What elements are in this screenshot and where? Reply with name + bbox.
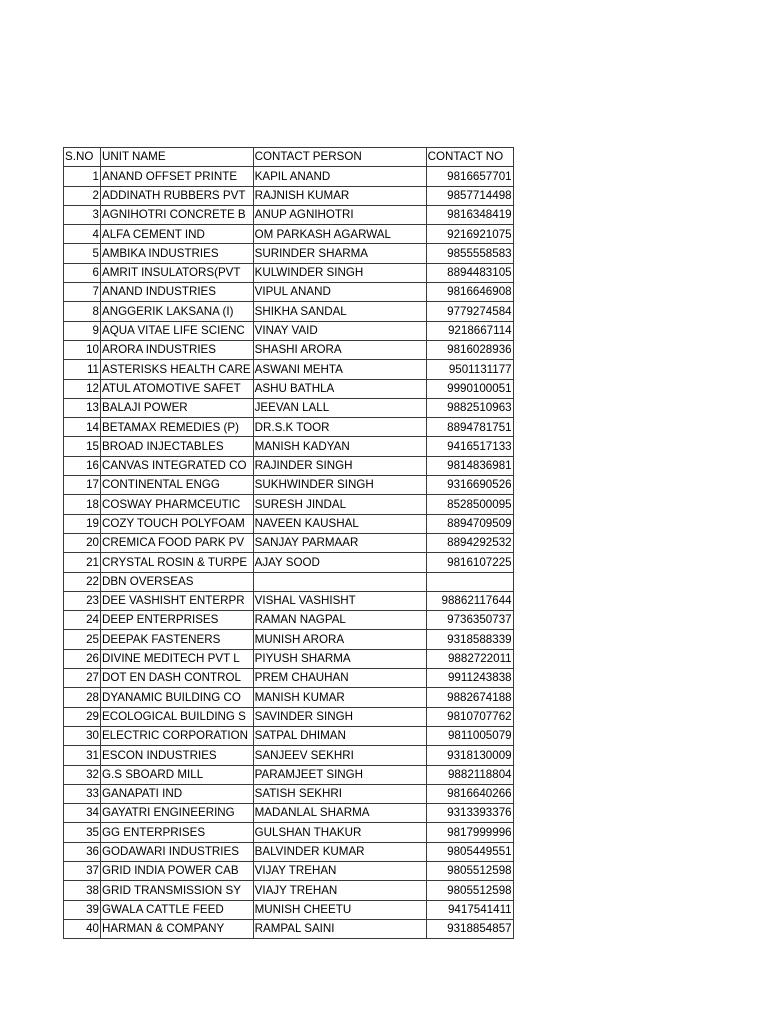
table-row <box>64 572 514 591</box>
cell-contact-person[interactable] <box>253 572 426 591</box>
table-row <box>64 630 514 649</box>
cell-contact-person[interactable]: ASHU BATHLA <box>253 379 426 398</box>
cell-unit-name[interactable]: ANGGERIK LAKSANA (I) <box>101 302 254 321</box>
cell-contact-person[interactable]: RAMAN NAGPAL <box>253 611 426 630</box>
cell-unit-name[interactable]: GRID TRANSMISSION SY <box>101 881 254 900</box>
cell-unit-name[interactable]: DIVINE MEDITECH PVT L <box>101 649 254 668</box>
cell-sno[interactable]: 36 <box>64 842 101 861</box>
table-row <box>64 476 514 495</box>
cell-sno[interactable]: 11 <box>64 360 101 379</box>
cell-contact-no[interactable]: 9882118804 <box>426 765 513 784</box>
cell-unit-name[interactable]: BROAD INJECTABLES <box>101 437 254 456</box>
cell-contact-no[interactable]: 9810707762 <box>426 707 513 726</box>
table-row <box>64 823 514 842</box>
cell-contact-person[interactable]: MANISH KADYAN <box>253 437 426 456</box>
cell-sno[interactable]: 25 <box>64 630 101 649</box>
cell-unit-name[interactable]: GANAPATI IND <box>101 784 254 803</box>
table-row <box>64 398 514 417</box>
cell-unit-name[interactable]: AMBIKA INDUSTRIES <box>101 244 254 263</box>
table-row <box>64 707 514 726</box>
cell-contact-no[interactable]: 9501131177 <box>426 360 513 379</box>
cell-contact-no[interactable]: 9318854857 <box>426 919 513 938</box>
cell-contact-person[interactable]: PIYUSH SHARMA <box>253 649 426 668</box>
cell-contact-person[interactable]: VISHAL VASHISHT <box>253 591 426 610</box>
cell-unit-name[interactable]: ESCON INDUSTRIES <box>101 746 254 765</box>
cell-unit-name[interactable]: ALFA CEMENT IND <box>101 225 254 244</box>
cell-unit-name[interactable]: CONTINENTAL ENGG <box>101 476 254 495</box>
table-row <box>64 456 514 475</box>
table-row <box>64 881 514 900</box>
cell-unit-name[interactable]: DBN OVERSEAS <box>101 572 254 591</box>
cell-unit-name[interactable]: HARMAN & COMPANY <box>101 919 254 938</box>
cell-contact-no[interactable]: 9816028936 <box>426 340 513 359</box>
cell-unit-name[interactable]: ADDINATH RUBBERS PVT <box>101 186 254 205</box>
cell-contact-no[interactable]: 9218667114 <box>426 321 513 340</box>
cell-contact-person[interactable]: VIPUL ANAND <box>253 283 426 302</box>
header-contact-person[interactable]: CONTACT PERSON <box>253 148 426 167</box>
cell-sno[interactable]: 2 <box>64 186 101 205</box>
cell-contact-no[interactable]: 8894709509 <box>426 514 513 533</box>
cell-contact-no[interactable]: 9882674188 <box>426 688 513 707</box>
table-row <box>64 669 514 688</box>
cell-contact-person[interactable]: SHIKHA SANDAL <box>253 302 426 321</box>
cell-unit-name[interactable]: CANVAS INTEGRATED CO <box>101 456 254 475</box>
cell-contact-person[interactable]: MANISH KUMAR <box>253 688 426 707</box>
cell-contact-person[interactable]: SURESH JINDAL <box>253 495 426 514</box>
cell-contact-no[interactable]: 9814836981 <box>426 456 513 475</box>
cell-unit-name[interactable]: ELECTRIC CORPORATION <box>101 726 254 745</box>
table-row <box>64 919 514 938</box>
cell-contact-person[interactable]: SATPAL DHIMAN <box>253 726 426 745</box>
cell-sno[interactable]: 15 <box>64 437 101 456</box>
cell-sno[interactable]: 1 <box>64 167 101 186</box>
cell-sno[interactable]: 17 <box>64 476 101 495</box>
table-row <box>64 611 514 630</box>
cell-unit-name[interactable]: DYANAMIC BUILDING CO <box>101 688 254 707</box>
cell-sno[interactable]: 34 <box>64 804 101 823</box>
table-row <box>64 437 514 456</box>
cell-unit-name[interactable]: AQUA VITAE LIFE SCIENC <box>101 321 254 340</box>
table-row <box>64 746 514 765</box>
cell-sno[interactable]: 35 <box>64 823 101 842</box>
table-row <box>64 649 514 668</box>
header-row <box>64 148 514 167</box>
cell-contact-no[interactable]: 9816646908 <box>426 283 513 302</box>
table-row <box>64 553 514 572</box>
table-row <box>64 321 514 340</box>
cell-contact-no[interactable] <box>426 572 513 591</box>
cell-contact-person[interactable]: JEEVAN LALL <box>253 398 426 417</box>
table-row <box>64 726 514 745</box>
cell-contact-no[interactable]: 9817999996 <box>426 823 513 842</box>
cell-sno[interactable]: 26 <box>64 649 101 668</box>
table-row <box>64 186 514 205</box>
cell-contact-person[interactable]: PARAMJEET SINGH <box>253 765 426 784</box>
table-row <box>64 861 514 880</box>
cell-contact-no[interactable]: 9816657701 <box>426 167 513 186</box>
table-row <box>64 340 514 359</box>
cell-contact-person[interactable]: SHASHI ARORA <box>253 340 426 359</box>
cell-unit-name[interactable]: G.S SBOARD MILL <box>101 765 254 784</box>
cell-contact-no[interactable]: 9882510963 <box>426 398 513 417</box>
cell-unit-name[interactable]: DOT EN DASH CONTROL <box>101 669 254 688</box>
cell-unit-name[interactable]: ATUL ATOMOTIVE SAFET <box>101 379 254 398</box>
cell-contact-person[interactable]: BALVINDER KUMAR <box>253 842 426 861</box>
cell-sno[interactable]: 19 <box>64 514 101 533</box>
cell-contact-person[interactable]: OM PARKASH AGARWAL <box>253 225 426 244</box>
cell-contact-no[interactable]: 9316690526 <box>426 476 513 495</box>
table-row <box>64 167 514 186</box>
table-row <box>64 360 514 379</box>
cell-contact-person[interactable]: KAPIL ANAND <box>253 167 426 186</box>
cell-contact-person[interactable]: RAJNISH KUMAR <box>253 186 426 205</box>
cell-contact-no[interactable]: 8894483105 <box>426 263 513 282</box>
table-row <box>64 495 514 514</box>
table-row <box>64 302 514 321</box>
cell-unit-name[interactable]: CREMICA FOOD PARK PV <box>101 533 254 552</box>
cell-unit-name[interactable]: DEEP ENTERPRISES <box>101 611 254 630</box>
cell-unit-name[interactable]: GRID INDIA POWER CAB <box>101 861 254 880</box>
cell-contact-no[interactable]: 9857714498 <box>426 186 513 205</box>
cell-contact-person[interactable]: GULSHAN THAKUR <box>253 823 426 842</box>
cell-unit-name[interactable]: CRYSTAL ROSIN & TURPE <box>101 553 254 572</box>
contact-table <box>63 147 514 939</box>
table-row <box>64 842 514 861</box>
cell-contact-person[interactable]: AJAY SOOD <box>253 553 426 572</box>
cell-sno[interactable]: 12 <box>64 379 101 398</box>
cell-contact-no[interactable]: 8894781751 <box>426 418 513 437</box>
cell-sno[interactable]: 16 <box>64 456 101 475</box>
cell-contact-person[interactable]: SUKHWINDER SINGH <box>253 476 426 495</box>
table-body <box>64 167 514 939</box>
cell-contact-no[interactable]: 9811005079 <box>426 726 513 745</box>
cell-contact-no[interactable]: 8528500095 <box>426 495 513 514</box>
cell-sno[interactable]: 30 <box>64 726 101 745</box>
cell-sno[interactable]: 31 <box>64 746 101 765</box>
cell-sno[interactable]: 5 <box>64 244 101 263</box>
cell-contact-no[interactable]: 9911243838 <box>426 669 513 688</box>
table-row <box>64 514 514 533</box>
cell-unit-name[interactable]: AMRIT INSULATORS(PVT <box>101 263 254 282</box>
cell-unit-name[interactable]: ECOLOGICAL BUILDING S <box>101 707 254 726</box>
cell-sno[interactable]: 37 <box>64 861 101 880</box>
cell-contact-person[interactable]: SANJEEV SEKHRI <box>253 746 426 765</box>
cell-unit-name[interactable]: GG ENTERPRISES <box>101 823 254 842</box>
cell-sno[interactable]: 28 <box>64 688 101 707</box>
cell-unit-name[interactable]: DEE VASHISHT ENTERPR <box>101 591 254 610</box>
cell-contact-no[interactable]: 9313393376 <box>426 804 513 823</box>
table-row <box>64 379 514 398</box>
cell-sno[interactable]: 14 <box>64 418 101 437</box>
cell-unit-name[interactable]: COZY TOUCH POLYFOAM <box>101 514 254 533</box>
cell-contact-person[interactable]: SAVINDER SINGH <box>253 707 426 726</box>
header-contact-no[interactable]: CONTACT NO <box>426 148 513 167</box>
cell-contact-person[interactable]: VIAJY TREHAN <box>253 881 426 900</box>
cell-sno[interactable]: 13 <box>64 398 101 417</box>
cell-sno[interactable]: 10 <box>64 340 101 359</box>
cell-contact-no[interactable]: 8894292532 <box>426 533 513 552</box>
cell-unit-name[interactable]: COSWAY PHARMCEUTIC <box>101 495 254 514</box>
cell-contact-person[interactable]: ANUP AGNIHOTRI <box>253 205 426 224</box>
cell-unit-name[interactable]: ARORA INDUSTRIES <box>101 340 254 359</box>
cell-contact-no[interactable]: 9805449551 <box>426 842 513 861</box>
cell-contact-person[interactable]: ASWANI MEHTA <box>253 360 426 379</box>
cell-contact-person[interactable]: VIJAY TREHAN <box>253 861 426 880</box>
cell-sno[interactable]: 6 <box>64 263 101 282</box>
cell-sno[interactable]: 22 <box>64 572 101 591</box>
cell-contact-person[interactable]: KULWINDER SINGH <box>253 263 426 282</box>
cell-sno[interactable]: 33 <box>64 784 101 803</box>
cell-unit-name[interactable]: GWALA CATTLE FEED <box>101 900 254 919</box>
table-row <box>64 804 514 823</box>
cell-contact-no[interactable]: 9318588339 <box>426 630 513 649</box>
cell-contact-no[interactable]: 9855558583 <box>426 244 513 263</box>
cell-unit-name[interactable]: DEEPAK FASTENERS <box>101 630 254 649</box>
cell-contact-person[interactable]: SANJAY PARMAAR <box>253 533 426 552</box>
table-row <box>64 225 514 244</box>
cell-contact-person[interactable]: VINAY VAID <box>253 321 426 340</box>
cell-contact-person[interactable]: RAJINDER SINGH <box>253 456 426 475</box>
cell-contact-person[interactable]: DR.S.K TOOR <box>253 418 426 437</box>
header-sno[interactable]: S.NO <box>64 148 101 167</box>
cell-unit-name[interactable]: ANAND INDUSTRIES <box>101 283 254 302</box>
table-row <box>64 244 514 263</box>
cell-sno[interactable]: 7 <box>64 283 101 302</box>
table-row <box>64 765 514 784</box>
cell-contact-person[interactable]: MUNISH ARORA <box>253 630 426 649</box>
cell-contact-person[interactable]: PREM CHAUHAN <box>253 669 426 688</box>
cell-unit-name[interactable]: BETAMAX REMEDIES (P) <box>101 418 254 437</box>
cell-contact-no[interactable]: 9882722011 <box>426 649 513 668</box>
cell-unit-name[interactable]: GAYATRI ENGINEERING <box>101 804 254 823</box>
cell-sno[interactable]: 3 <box>64 205 101 224</box>
table-row <box>64 205 514 224</box>
table-row <box>64 784 514 803</box>
cell-contact-no[interactable]: 9805512598 <box>426 861 513 880</box>
cell-sno[interactable]: 8 <box>64 302 101 321</box>
cell-unit-name[interactable]: AGNIHOTRI CONCRETE B <box>101 205 254 224</box>
table-row <box>64 263 514 282</box>
cell-unit-name[interactable]: ASTERISKS HEALTH CARE <box>101 360 254 379</box>
cell-contact-no[interactable]: 9216921075 <box>426 225 513 244</box>
cell-contact-person[interactable]: SURINDER SHARMA <box>253 244 426 263</box>
cell-unit-name[interactable]: BALAJI POWER <box>101 398 254 417</box>
cell-contact-no[interactable]: 9736350737 <box>426 611 513 630</box>
cell-contact-no[interactable]: 9816348419 <box>426 205 513 224</box>
cell-sno[interactable]: 38 <box>64 881 101 900</box>
cell-sno[interactable]: 20 <box>64 533 101 552</box>
cell-sno[interactable]: 18 <box>64 495 101 514</box>
cell-contact-no[interactable]: 9816640266 <box>426 784 513 803</box>
table-row <box>64 418 514 437</box>
cell-sno[interactable]: 39 <box>64 900 101 919</box>
cell-contact-no[interactable]: 98862117644 <box>426 591 513 610</box>
cell-contact-no[interactable]: 9816107225 <box>426 553 513 572</box>
header-unit-name[interactable]: UNIT NAME <box>101 148 254 167</box>
cell-contact-person[interactable]: MADANLAL SHARMA <box>253 804 426 823</box>
cell-contact-no[interactable]: 9805512598 <box>426 881 513 900</box>
cell-sno[interactable]: 23 <box>64 591 101 610</box>
cell-sno[interactable]: 4 <box>64 225 101 244</box>
cell-sno[interactable]: 40 <box>64 919 101 938</box>
table-row <box>64 900 514 919</box>
cell-contact-person[interactable]: NAVEEN KAUSHAL <box>253 514 426 533</box>
cell-unit-name[interactable]: ANAND OFFSET PRINTE <box>101 167 254 186</box>
cell-sno[interactable]: 29 <box>64 707 101 726</box>
cell-sno[interactable]: 9 <box>64 321 101 340</box>
cell-contact-person[interactable]: RAMPAL SAINI <box>253 919 426 938</box>
cell-sno[interactable]: 24 <box>64 611 101 630</box>
cell-contact-no[interactable]: 9779274584 <box>426 302 513 321</box>
table-row <box>64 283 514 302</box>
table-row <box>64 533 514 552</box>
cell-sno[interactable]: 21 <box>64 553 101 572</box>
table-row <box>64 688 514 707</box>
table-row <box>64 591 514 610</box>
cell-contact-no[interactable]: 9990100051 <box>426 379 513 398</box>
cell-contact-no[interactable]: 9318130009 <box>426 746 513 765</box>
cell-unit-name[interactable]: GODAWARI INDUSTRIES <box>101 842 254 861</box>
cell-sno[interactable]: 27 <box>64 669 101 688</box>
cell-contact-person[interactable]: SATISH SEKHRI <box>253 784 426 803</box>
cell-contact-person[interactable]: MUNISH CHEETU <box>253 900 426 919</box>
cell-contact-no[interactable]: 9416517133 <box>426 437 513 456</box>
cell-contact-no[interactable]: 9417541411 <box>426 900 513 919</box>
cell-sno[interactable]: 32 <box>64 765 101 784</box>
